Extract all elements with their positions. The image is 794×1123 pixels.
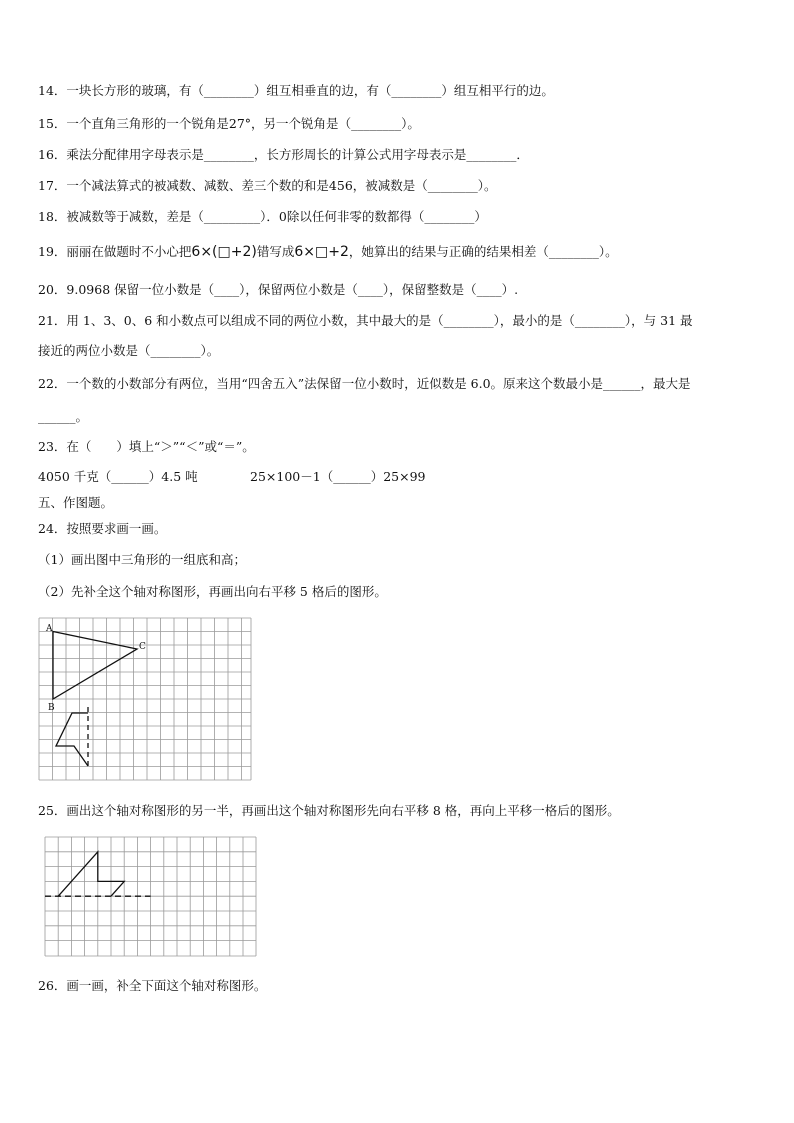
figure-24-grid <box>38 617 252 782</box>
question-23-item-a: 4050 千克（______）4.5 吨 <box>38 469 198 484</box>
question-21-line-1: 21．用 1、3、0、6 和小数点可以组成不同的两位小数，其中最大的是（________），最小的是（________），与 31 最 <box>38 313 693 328</box>
question-23-item-b: 25×100－1（______）25×99 <box>250 469 426 484</box>
question-18: 18．被减数等于减数，差是（_________）．0除以任何非零的数都得（________） <box>38 209 487 224</box>
question-19-text-c: ，她算出的结果与正确的结果相差（________）。 <box>348 244 618 259</box>
half-shape-outline-2 <box>58 852 124 896</box>
question-19-expression-correct: 6×(□+2) <box>191 244 257 260</box>
triangle-abc <box>53 632 137 700</box>
figure-25-grid <box>44 836 258 958</box>
question-24: 24．按照要求画一画。 <box>38 521 167 536</box>
question-23: 23．在（ ）填上“＞”“＜”或“＝”。 <box>38 439 255 454</box>
question-16: 16．乘法分配律用字母表示是________，长方形周长的计算公式用字母表示是________． <box>38 147 529 162</box>
question-19-expression-wrong: 6×□+2 <box>294 244 349 260</box>
vertex-c-label: C <box>139 642 146 652</box>
question-19-text-a: 19．丽丽在做题时不小心把 <box>38 244 192 259</box>
question-22-line-1: 22．一个数的小数部分有两位，当用“四舍五入”法保留一位小数时，近似数是 6.0。原来这个数最小是______，最大是 <box>38 376 691 391</box>
question-24-part-2: （2）先补全这个轴对称图形，再画出向右平移 5 格后的图形。 <box>38 584 387 599</box>
vertex-b-label: B <box>48 703 55 713</box>
question-19 <box>38 244 618 260</box>
question-20: 20．9.0968 保留一位小数是（____），保留两位小数是（____），保留整数是（____）. <box>38 282 519 297</box>
question-25: 25．画出这个轴对称图形的另一半，再画出这个轴对称图形先向右平移 8 格，再向上平移一格后的图形。 <box>38 803 620 818</box>
question-22-line-2: ______。 <box>38 409 89 424</box>
section-5-heading: 五、作图题。 <box>38 495 114 510</box>
question-14: 14．一块长方形的玻璃，有（________）组互相垂直的边，有（________）组互相平行的边。 <box>38 83 554 98</box>
question-19-text-b: 错写成 <box>256 244 295 259</box>
vertex-a-label: A <box>46 624 53 634</box>
question-21-line-2: 接近的两位小数是（________）。 <box>38 343 220 358</box>
question-24-part-1: （1）画出图中三角形的一组底和高； <box>38 552 246 567</box>
question-17: 17．一个减法算式的被减数、减数、差三个数的和是456，被减数是（________）。 <box>38 178 497 193</box>
question-26: 26．画一画，补全下面这个轴对称图形。 <box>38 978 267 993</box>
question-15: 15．一个直角三角形的一个锐角是27°，另一个锐角是（________）。 <box>38 116 420 131</box>
